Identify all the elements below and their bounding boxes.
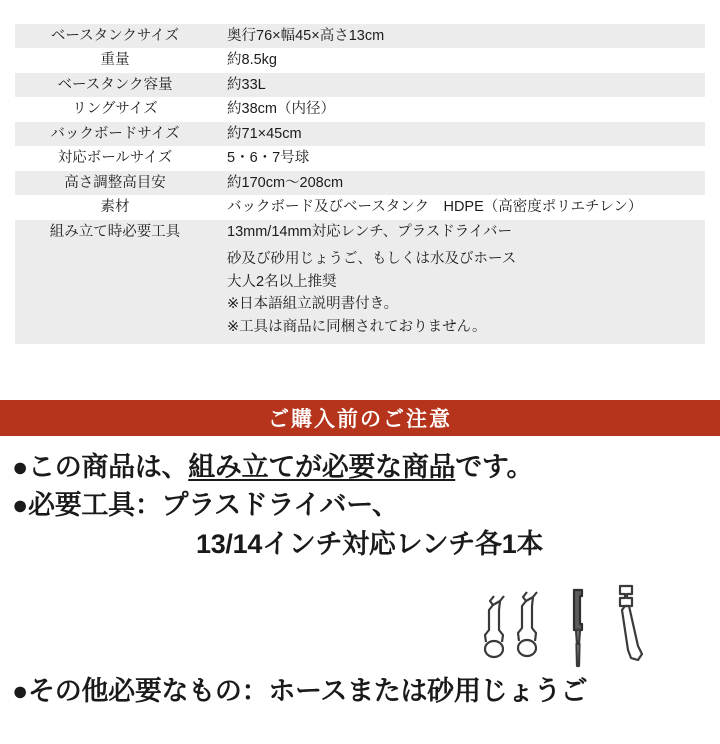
table-row [15, 171, 705, 195]
notice-block [0, 448, 720, 563]
notice-line-3-text: 13/14インチ対応レンチ各1本 [196, 528, 544, 559]
bullet-icon: ● [12, 676, 29, 706]
spec-label: 素材 [15, 195, 215, 219]
table-row [15, 195, 705, 219]
caution-banner [0, 400, 720, 436]
spec-value: 13mm/14mm対応レンチ、プラスドライバー [215, 220, 705, 244]
spec-value: 約71×45cm [215, 122, 705, 146]
note-line: ※工具は商品に同梱されておりません。 [227, 318, 487, 335]
spec-value: 約170cm～208cm [215, 171, 705, 195]
spec-label: 重量 [15, 48, 215, 72]
spec-value: 約38cm（内径） [215, 97, 705, 121]
spec-label: バックボードサイズ [15, 122, 215, 146]
table-row [15, 97, 705, 121]
screwdriver-icon [574, 590, 582, 666]
table-row [15, 48, 705, 72]
notice-line-2-text: 必要工具：プラスドライバー、 [28, 490, 399, 521]
wrench-icon [485, 596, 504, 657]
table-row [15, 122, 705, 146]
adjustable-wrench-icon [620, 586, 642, 660]
table-row [15, 220, 705, 244]
caution-banner-title: ご購入前のご注意 [268, 408, 452, 431]
spec-notes [215, 244, 705, 344]
note-line: ※日本語組立説明書付き。 [227, 296, 399, 313]
notice-line-2 [0, 486, 720, 524]
spec-value: 5・6・7号球 [215, 146, 705, 170]
spec-table [15, 24, 705, 344]
notice-line-4 [0, 672, 720, 710]
product-spec-page [0, 24, 720, 744]
spec-value: 約33L [215, 73, 705, 97]
bullet-icon: ● [12, 490, 29, 521]
notice-line-1-prefix: この商品は、 [28, 452, 189, 482]
spec-label: ベースタンクサイズ [15, 24, 215, 48]
wrench-icon [518, 592, 537, 656]
notice-line-1 [0, 448, 720, 486]
spec-label: 組み立て時必要工具 [15, 220, 215, 244]
note-line: 大人2名以上推奨 [227, 273, 337, 290]
table-row [15, 24, 705, 48]
spec-value: 奥行76×幅45×高さ13cm [215, 24, 705, 48]
spec-label: ベースタンク容量 [15, 73, 215, 97]
notice-line-1-suffix: です。 [455, 452, 534, 482]
spec-label-empty [15, 244, 215, 344]
spec-label: リングサイズ [15, 97, 215, 121]
spec-label: 対応ボールサイズ [15, 146, 215, 170]
notice-line-1-underlined: 組み立てが必要な商品 [188, 452, 456, 482]
table-row-notes [15, 244, 705, 344]
tools-illustration [470, 584, 700, 674]
table-row [15, 146, 705, 170]
spec-table-body [15, 24, 705, 344]
spec-value: 約8.5kg [215, 48, 705, 72]
note-line: 砂及び砂用じょうご、もしくは水及びホース [227, 251, 517, 268]
table-row [15, 73, 705, 97]
spec-label: 高さ調整高目安 [15, 171, 215, 195]
spec-value: バックボード及びベースタンク HDPE（高密度ポリエチレン） [215, 195, 705, 219]
bullet-icon: ● [12, 452, 29, 482]
notice-line-4-text: その他必要なもの：ホースまたは砂用じょうご [28, 676, 588, 706]
